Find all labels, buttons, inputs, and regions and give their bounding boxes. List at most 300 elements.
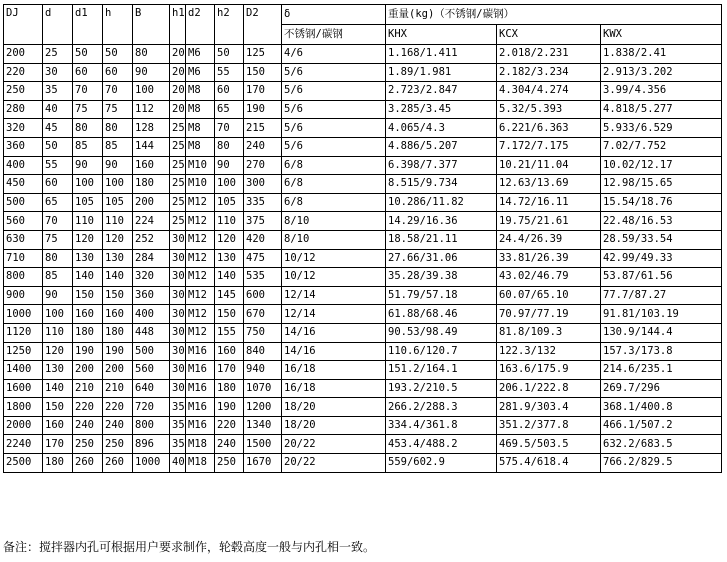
header-kwx: KWX xyxy=(601,25,722,45)
cell-h2: 240 xyxy=(215,435,244,454)
cell-dj: 360 xyxy=(4,137,43,156)
table-row xyxy=(4,230,722,249)
cell-khx: 8.515/9.734 xyxy=(386,175,497,194)
header-h1: h1 xyxy=(170,5,186,45)
header-dj: DJ xyxy=(4,5,43,45)
cell-kcx: 575.4/618.4 xyxy=(497,454,601,473)
cell-dj: 500 xyxy=(4,193,43,212)
cell-d: 120 xyxy=(43,342,73,361)
cell-d2: M10 xyxy=(186,156,215,175)
cell-d: 90 xyxy=(43,286,73,305)
cell-h: 250 xyxy=(103,435,133,454)
cell-h1: 25 xyxy=(170,156,186,175)
cell-d1: 90 xyxy=(73,156,103,175)
cell-kcx: 122.3/132 xyxy=(497,342,601,361)
cell-dj: 1400 xyxy=(4,361,43,380)
cell-d2: M16 xyxy=(186,416,215,435)
table-row xyxy=(4,416,722,435)
cell-h2: 170 xyxy=(215,361,244,380)
cell-h: 85 xyxy=(103,137,133,156)
cell-b: 284 xyxy=(133,249,170,268)
cell-d: 100 xyxy=(43,305,73,324)
cell-D2: 1200 xyxy=(244,398,282,417)
cell-khx: 35.28/39.38 xyxy=(386,268,497,287)
cell-delta: 16/18 xyxy=(282,361,386,380)
cell-h1: 30 xyxy=(170,342,186,361)
cell-h: 80 xyxy=(103,119,133,138)
cell-dj: 450 xyxy=(4,175,43,194)
cell-d2: M8 xyxy=(186,100,215,119)
cell-kcx: 33.81/26.39 xyxy=(497,249,601,268)
cell-delta: 14/16 xyxy=(282,323,386,342)
cell-h1: 30 xyxy=(170,323,186,342)
cell-kcx: 2.182/3.234 xyxy=(497,63,601,82)
table-row xyxy=(4,100,722,119)
table-row xyxy=(4,175,722,194)
cell-delta: 5/6 xyxy=(282,119,386,138)
cell-kwx: 466.1/507.2 xyxy=(601,416,722,435)
cell-delta: 6/8 xyxy=(282,175,386,194)
cell-kwx: 15.54/18.76 xyxy=(601,193,722,212)
cell-d2: M16 xyxy=(186,361,215,380)
cell-D2: 170 xyxy=(244,82,282,101)
cell-d2: M16 xyxy=(186,398,215,417)
table-row xyxy=(4,454,722,473)
cell-h: 130 xyxy=(103,249,133,268)
table-row xyxy=(4,249,722,268)
cell-dj: 900 xyxy=(4,286,43,305)
cell-h2: 110 xyxy=(215,212,244,231)
cell-kwx: 7.02/7.752 xyxy=(601,137,722,156)
cell-h2: 55 xyxy=(215,63,244,82)
footnote: 备注：搅拌器内孔可根据用户要求制作，轮毂高度一般与内孔相一致。 xyxy=(3,540,376,554)
cell-khx: 51.79/57.18 xyxy=(386,286,497,305)
cell-d: 25 xyxy=(43,45,73,64)
cell-kwx: 269.7/296 xyxy=(601,379,722,398)
cell-h1: 30 xyxy=(170,305,186,324)
cell-khx: 61.88/68.46 xyxy=(386,305,497,324)
header-D2: D2 xyxy=(244,5,282,45)
cell-D2: 840 xyxy=(244,342,282,361)
cell-h: 190 xyxy=(103,342,133,361)
cell-kcx: 469.5/503.5 xyxy=(497,435,601,454)
cell-b: 200 xyxy=(133,193,170,212)
cell-b: 112 xyxy=(133,100,170,119)
table-row xyxy=(4,323,722,342)
cell-kcx: 6.221/6.363 xyxy=(497,119,601,138)
cell-khx: 4.065/4.3 xyxy=(386,119,497,138)
cell-delta: 20/22 xyxy=(282,435,386,454)
cell-d1: 50 xyxy=(73,45,103,64)
cell-d2: M10 xyxy=(186,175,215,194)
cell-d: 80 xyxy=(43,249,73,268)
table-row xyxy=(4,212,722,231)
cell-h2: 70 xyxy=(215,119,244,138)
cell-d1: 210 xyxy=(73,379,103,398)
cell-khx: 266.2/288.3 xyxy=(386,398,497,417)
cell-dj: 1000 xyxy=(4,305,43,324)
cell-dj: 2240 xyxy=(4,435,43,454)
cell-h: 75 xyxy=(103,100,133,119)
cell-h2: 160 xyxy=(215,342,244,361)
cell-kwx: 1.838/2.41 xyxy=(601,45,722,64)
cell-kwx: 10.02/12.17 xyxy=(601,156,722,175)
table-row xyxy=(4,361,722,380)
cell-d1: 250 xyxy=(73,435,103,454)
cell-h: 150 xyxy=(103,286,133,305)
cell-kcx: 281.9/303.4 xyxy=(497,398,601,417)
cell-h1: 30 xyxy=(170,286,186,305)
cell-h1: 20 xyxy=(170,63,186,82)
cell-h1: 20 xyxy=(170,100,186,119)
cell-d2: M8 xyxy=(186,119,215,138)
cell-D2: 300 xyxy=(244,175,282,194)
table-row xyxy=(4,156,722,175)
cell-delta: 5/6 xyxy=(282,82,386,101)
cell-h1: 30 xyxy=(170,379,186,398)
cell-delta: 4/6 xyxy=(282,45,386,64)
spec-table xyxy=(3,4,722,473)
cell-D2: 215 xyxy=(244,119,282,138)
cell-b: 720 xyxy=(133,398,170,417)
cell-delta: 12/14 xyxy=(282,305,386,324)
header-delta-sub: 不锈钢/碳钢 xyxy=(282,25,386,45)
cell-dj: 1120 xyxy=(4,323,43,342)
header-h: h xyxy=(103,5,133,45)
cell-d: 55 xyxy=(43,156,73,175)
cell-khx: 90.53/98.49 xyxy=(386,323,497,342)
cell-delta: 18/20 xyxy=(282,416,386,435)
cell-d2: M16 xyxy=(186,342,215,361)
cell-D2: 125 xyxy=(244,45,282,64)
cell-h2: 60 xyxy=(215,82,244,101)
cell-h: 120 xyxy=(103,230,133,249)
cell-h2: 120 xyxy=(215,230,244,249)
cell-kcx: 24.4/26.39 xyxy=(497,230,601,249)
cell-h1: 35 xyxy=(170,435,186,454)
cell-khx: 3.285/3.45 xyxy=(386,100,497,119)
cell-d2: M12 xyxy=(186,286,215,305)
cell-d1: 180 xyxy=(73,323,103,342)
cell-d2: M12 xyxy=(186,193,215,212)
cell-khx: 2.723/2.847 xyxy=(386,82,497,101)
cell-kcx: 70.97/77.19 xyxy=(497,305,601,324)
cell-delta: 12/14 xyxy=(282,286,386,305)
cell-h1: 35 xyxy=(170,416,186,435)
cell-d2: M12 xyxy=(186,230,215,249)
cell-D2: 150 xyxy=(244,63,282,82)
cell-d: 160 xyxy=(43,416,73,435)
cell-h2: 150 xyxy=(215,305,244,324)
cell-d2: M18 xyxy=(186,454,215,473)
cell-h1: 30 xyxy=(170,361,186,380)
cell-h1: 25 xyxy=(170,175,186,194)
header-d2: d2 xyxy=(186,5,215,45)
header-d1: d1 xyxy=(73,5,103,45)
header-b: B xyxy=(133,5,170,45)
cell-d2: M8 xyxy=(186,82,215,101)
cell-h2: 190 xyxy=(215,398,244,417)
cell-dj: 800 xyxy=(4,268,43,287)
cell-b: 560 xyxy=(133,361,170,380)
cell-d1: 190 xyxy=(73,342,103,361)
cell-d: 65 xyxy=(43,193,73,212)
cell-D2: 535 xyxy=(244,268,282,287)
cell-delta: 6/8 xyxy=(282,156,386,175)
cell-khx: 193.2/210.5 xyxy=(386,379,497,398)
cell-b: 160 xyxy=(133,156,170,175)
cell-d2: M12 xyxy=(186,305,215,324)
cell-kcx: 14.72/16.11 xyxy=(497,193,601,212)
table-row xyxy=(4,379,722,398)
cell-delta: 20/22 xyxy=(282,454,386,473)
cell-h: 180 xyxy=(103,323,133,342)
cell-kwx: 214.6/235.1 xyxy=(601,361,722,380)
header-weight: 重量(kg)（不锈钢/碳钢） xyxy=(386,5,722,25)
cell-kcx: 10.21/11.04 xyxy=(497,156,601,175)
cell-d: 130 xyxy=(43,361,73,380)
cell-h: 140 xyxy=(103,268,133,287)
cell-kcx: 4.304/4.274 xyxy=(497,82,601,101)
cell-d: 180 xyxy=(43,454,73,473)
header-kcx: KCX xyxy=(497,25,601,45)
cell-kcx: 163.6/175.9 xyxy=(497,361,601,380)
cell-d: 60 xyxy=(43,175,73,194)
cell-h1: 40 xyxy=(170,454,186,473)
cell-d1: 105 xyxy=(73,193,103,212)
cell-delta: 8/10 xyxy=(282,212,386,231)
header-delta: δ xyxy=(282,5,386,25)
cell-h: 200 xyxy=(103,361,133,380)
cell-b: 896 xyxy=(133,435,170,454)
cell-delta: 16/18 xyxy=(282,379,386,398)
cell-h1: 35 xyxy=(170,398,186,417)
cell-khx: 18.58/21.11 xyxy=(386,230,497,249)
cell-delta: 14/16 xyxy=(282,342,386,361)
cell-dj: 200 xyxy=(4,45,43,64)
header-d: d xyxy=(43,5,73,45)
cell-h2: 50 xyxy=(215,45,244,64)
cell-h: 240 xyxy=(103,416,133,435)
cell-h1: 20 xyxy=(170,82,186,101)
cell-d1: 80 xyxy=(73,119,103,138)
cell-d1: 100 xyxy=(73,175,103,194)
cell-D2: 375 xyxy=(244,212,282,231)
cell-d1: 150 xyxy=(73,286,103,305)
header-row-1 xyxy=(4,5,722,25)
cell-dj: 2500 xyxy=(4,454,43,473)
table-row xyxy=(4,342,722,361)
cell-khx: 334.4/361.8 xyxy=(386,416,497,435)
cell-h1: 30 xyxy=(170,249,186,268)
cell-kwx: 22.48/16.53 xyxy=(601,212,722,231)
table-row xyxy=(4,119,722,138)
cell-h: 90 xyxy=(103,156,133,175)
cell-D2: 475 xyxy=(244,249,282,268)
cell-D2: 335 xyxy=(244,193,282,212)
cell-dj: 560 xyxy=(4,212,43,231)
cell-delta: 5/6 xyxy=(282,100,386,119)
cell-delta: 10/12 xyxy=(282,268,386,287)
cell-b: 252 xyxy=(133,230,170,249)
cell-delta: 5/6 xyxy=(282,63,386,82)
cell-kwx: 632.2/683.5 xyxy=(601,435,722,454)
table-row xyxy=(4,305,722,324)
cell-h2: 90 xyxy=(215,156,244,175)
cell-h: 70 xyxy=(103,82,133,101)
cell-h1: 30 xyxy=(170,268,186,287)
header-h2: h2 xyxy=(215,5,244,45)
cell-kwx: 368.1/400.8 xyxy=(601,398,722,417)
cell-d2: M12 xyxy=(186,249,215,268)
cell-d1: 260 xyxy=(73,454,103,473)
cell-kwx: 130.9/144.4 xyxy=(601,323,722,342)
cell-kwx: 3.99/4.356 xyxy=(601,82,722,101)
cell-d2: M12 xyxy=(186,268,215,287)
cell-delta: 18/20 xyxy=(282,398,386,417)
cell-dj: 1600 xyxy=(4,379,43,398)
cell-h2: 100 xyxy=(215,175,244,194)
cell-h2: 145 xyxy=(215,286,244,305)
cell-b: 640 xyxy=(133,379,170,398)
cell-kwx: 42.99/49.33 xyxy=(601,249,722,268)
cell-khx: 1.168/1.411 xyxy=(386,45,497,64)
cell-b: 100 xyxy=(133,82,170,101)
cell-D2: 600 xyxy=(244,286,282,305)
cell-h2: 250 xyxy=(215,454,244,473)
cell-d2: M12 xyxy=(186,212,215,231)
table-row xyxy=(4,193,722,212)
cell-d: 70 xyxy=(43,212,73,231)
cell-b: 800 xyxy=(133,416,170,435)
cell-d2: M6 xyxy=(186,45,215,64)
cell-h: 105 xyxy=(103,193,133,212)
cell-dj: 710 xyxy=(4,249,43,268)
cell-d2: M8 xyxy=(186,137,215,156)
cell-h1: 25 xyxy=(170,137,186,156)
header-khx: KHX xyxy=(386,25,497,45)
cell-h1: 30 xyxy=(170,230,186,249)
cell-h: 220 xyxy=(103,398,133,417)
cell-d: 85 xyxy=(43,268,73,287)
table-row xyxy=(4,435,722,454)
cell-h: 60 xyxy=(103,63,133,82)
table-row xyxy=(4,398,722,417)
cell-d: 110 xyxy=(43,323,73,342)
cell-d: 35 xyxy=(43,82,73,101)
cell-khx: 14.29/16.36 xyxy=(386,212,497,231)
cell-h1: 20 xyxy=(170,45,186,64)
cell-kcx: 5.32/5.393 xyxy=(497,100,601,119)
cell-b: 144 xyxy=(133,137,170,156)
cell-dj: 630 xyxy=(4,230,43,249)
cell-h: 110 xyxy=(103,212,133,231)
cell-d: 150 xyxy=(43,398,73,417)
cell-h: 50 xyxy=(103,45,133,64)
cell-khx: 4.886/5.207 xyxy=(386,137,497,156)
cell-khx: 559/602.9 xyxy=(386,454,497,473)
cell-h2: 220 xyxy=(215,416,244,435)
cell-D2: 940 xyxy=(244,361,282,380)
cell-b: 500 xyxy=(133,342,170,361)
cell-kwx: 157.3/173.8 xyxy=(601,342,722,361)
cell-D2: 270 xyxy=(244,156,282,175)
cell-b: 320 xyxy=(133,268,170,287)
cell-b: 400 xyxy=(133,305,170,324)
cell-khx: 453.4/488.2 xyxy=(386,435,497,454)
cell-khx: 151.2/164.1 xyxy=(386,361,497,380)
cell-d1: 130 xyxy=(73,249,103,268)
cell-b: 128 xyxy=(133,119,170,138)
cell-delta: 5/6 xyxy=(282,137,386,156)
cell-h2: 155 xyxy=(215,323,244,342)
cell-h2: 105 xyxy=(215,193,244,212)
cell-d1: 85 xyxy=(73,137,103,156)
cell-d1: 240 xyxy=(73,416,103,435)
cell-h1: 25 xyxy=(170,193,186,212)
cell-h2: 65 xyxy=(215,100,244,119)
cell-h2: 130 xyxy=(215,249,244,268)
cell-kwx: 77.7/87.27 xyxy=(601,286,722,305)
cell-h2: 140 xyxy=(215,268,244,287)
cell-kcx: 2.018/2.231 xyxy=(497,45,601,64)
cell-kcx: 60.07/65.10 xyxy=(497,286,601,305)
cell-b: 90 xyxy=(133,63,170,82)
cell-kwx: 91.81/103.19 xyxy=(601,305,722,324)
cell-h: 260 xyxy=(103,454,133,473)
cell-d1: 70 xyxy=(73,82,103,101)
cell-D2: 1670 xyxy=(244,454,282,473)
table-row xyxy=(4,286,722,305)
cell-b: 180 xyxy=(133,175,170,194)
cell-kcx: 81.8/109.3 xyxy=(497,323,601,342)
cell-delta: 8/10 xyxy=(282,230,386,249)
cell-kcx: 206.1/222.8 xyxy=(497,379,601,398)
cell-kcx: 12.63/13.69 xyxy=(497,175,601,194)
table-row xyxy=(4,137,722,156)
cell-dj: 250 xyxy=(4,82,43,101)
table-row xyxy=(4,45,722,64)
cell-dj: 1800 xyxy=(4,398,43,417)
cell-d1: 220 xyxy=(73,398,103,417)
cell-d1: 110 xyxy=(73,212,103,231)
cell-d: 30 xyxy=(43,63,73,82)
cell-khx: 6.398/7.377 xyxy=(386,156,497,175)
cell-d1: 160 xyxy=(73,305,103,324)
table-row xyxy=(4,268,722,287)
cell-dj: 2000 xyxy=(4,416,43,435)
cell-D2: 1070 xyxy=(244,379,282,398)
cell-d: 140 xyxy=(43,379,73,398)
cell-d: 170 xyxy=(43,435,73,454)
cell-d1: 75 xyxy=(73,100,103,119)
cell-D2: 240 xyxy=(244,137,282,156)
cell-D2: 1340 xyxy=(244,416,282,435)
cell-kwx: 766.2/829.5 xyxy=(601,454,722,473)
cell-d1: 60 xyxy=(73,63,103,82)
cell-d2: M12 xyxy=(186,323,215,342)
cell-dj: 400 xyxy=(4,156,43,175)
cell-delta: 10/12 xyxy=(282,249,386,268)
cell-dj: 280 xyxy=(4,100,43,119)
cell-kwx: 4.818/5.277 xyxy=(601,100,722,119)
cell-d: 45 xyxy=(43,119,73,138)
cell-b: 80 xyxy=(133,45,170,64)
cell-kcx: 7.172/7.175 xyxy=(497,137,601,156)
cell-kcx: 43.02/46.79 xyxy=(497,268,601,287)
cell-d1: 120 xyxy=(73,230,103,249)
cell-d: 50 xyxy=(43,137,73,156)
